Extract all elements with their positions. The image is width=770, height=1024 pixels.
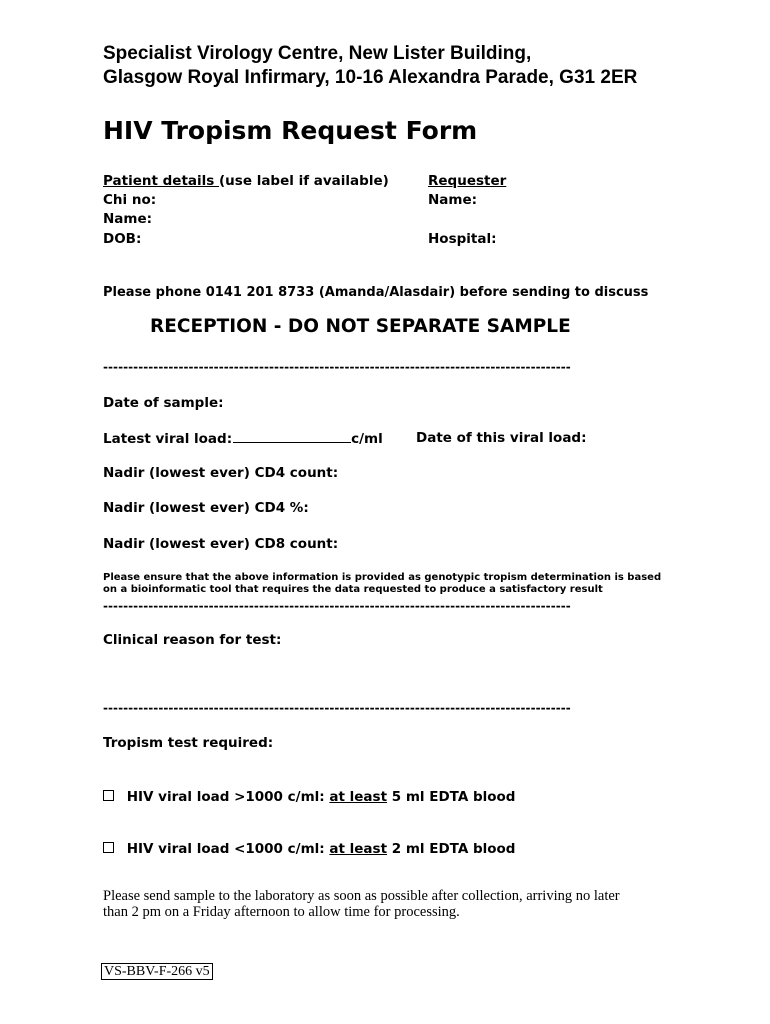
checkbox-low-viral-load[interactable]: [103, 842, 114, 853]
option-high-suffix: 5 ml EDTA blood: [387, 789, 516, 805]
patient-details-heading: [103, 173, 389, 189]
dob-label: DOB:: [103, 231, 142, 247]
option-high-emphasis: at least: [329, 789, 388, 805]
info-note-line-2: on a bioinformatic tool that requires the data requested to produce a satisfactory result: [103, 584, 603, 595]
checkbox-high-viral-load[interactable]: [103, 790, 114, 801]
cd8-count-label: Nadir (lowest ever) CD8 count:: [103, 536, 339, 552]
footer-note-line-1: Please send sample to the laboratory as soon as possible after collection, arriving no later: [103, 888, 620, 904]
clinical-reason-label: Clinical reason for test:: [103, 632, 282, 648]
viral-load-unit: c/ml: [351, 431, 383, 447]
option-low-suffix: 2 ml EDTA blood: [387, 841, 516, 857]
cd4-percent-label: Nadir (lowest ever) CD4 %:: [103, 500, 309, 516]
option-low-viral-load[interactable]: [103, 841, 515, 857]
cd4-count-label: Nadir (lowest ever) CD4 count:: [103, 465, 339, 481]
footer-note-line-2: than 2 pm on a Friday afternoon to allow time for processing.: [103, 904, 460, 920]
info-note-line-1: Please ensure that the above information is provided as genotypic tropism determination is based: [103, 572, 662, 583]
section-divider: ---------------------------------------------------------------------------------------------: [103, 360, 571, 374]
viral-load-label: Latest viral load:: [103, 431, 233, 447]
option-low-prefix: HIV viral load <1000 c/ml:: [126, 841, 330, 857]
phone-instruction: Please phone 0141 201 8733 (Amanda/Alasdair) before sending to discuss: [103, 285, 649, 300]
section-divider: ---------------------------------------------------------------------------------------------: [103, 701, 571, 715]
viral-load-row: [103, 430, 383, 447]
reception-warning: RECEPTION - DO NOT SEPARATE SAMPLE: [150, 316, 571, 337]
form-title: HIV Tropism Request Form: [103, 116, 478, 145]
hospital-label: Hospital:: [428, 231, 497, 247]
viral-load-date-label: Date of this viral load:: [416, 430, 587, 446]
lab-address-line-1: Specialist Virology Centre, New Lister Building,: [103, 43, 532, 64]
option-high-viral-load[interactable]: [103, 789, 515, 805]
patient-details-heading-label: Patient details: [103, 173, 220, 189]
option-high-prefix: HIV viral load >1000 c/ml:: [126, 789, 330, 805]
section-divider: ---------------------------------------------------------------------------------------------: [103, 599, 571, 613]
date-of-sample-label: Date of sample:: [103, 395, 224, 411]
viral-load-blank-line[interactable]: [233, 430, 351, 443]
chi-number-label: Chi no:: [103, 192, 157, 208]
option-low-emphasis: at least: [329, 841, 388, 857]
patient-details-heading-note: (use label if available): [219, 173, 389, 189]
tropism-test-heading: Tropism test required:: [103, 735, 274, 751]
lab-address-line-2: Glasgow Royal Infirmary, 10-16 Alexandra Parade, G31 2ER: [103, 67, 638, 88]
document-id: VS-BBV-F-266 v5: [101, 963, 213, 980]
requester-name-label: Name:: [428, 192, 478, 208]
patient-name-label: Name:: [103, 211, 153, 227]
requester-heading: Requester: [428, 173, 507, 189]
